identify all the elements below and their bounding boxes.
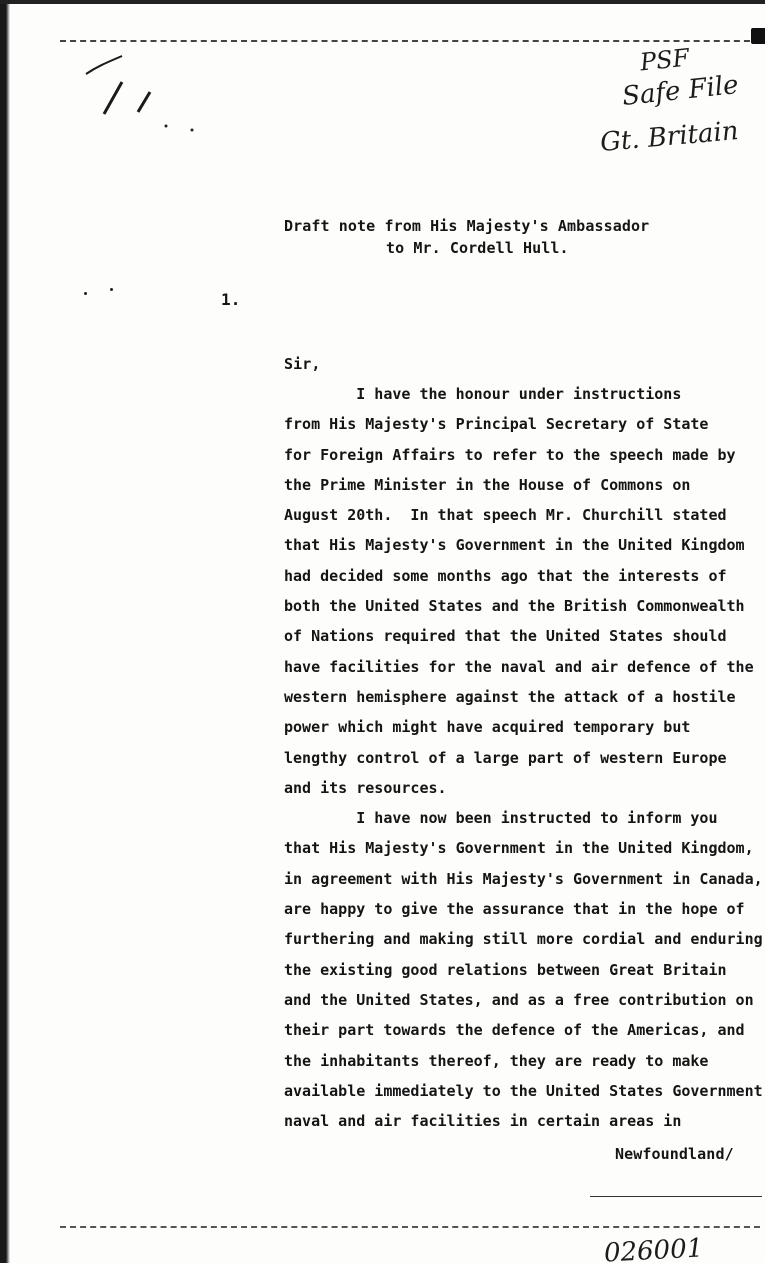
body-line: and the United States, and as a free contribution on: [284, 990, 754, 1009]
handwritten-slash-marks: [78, 52, 198, 142]
body-line: are happy to give the assurance that in the hope of: [284, 900, 745, 919]
body-line: naval and air facilities in certain areas in: [284, 1112, 682, 1131]
body-line: I have the honour under instructions: [284, 385, 682, 403]
body-line: the existing good relations between Great Britain: [284, 960, 727, 979]
handwritten-safe-file: Safe File: [620, 69, 740, 113]
page-number: 1.: [221, 290, 241, 309]
body-line: that His Majesty's Government in the United Kingdom: [284, 536, 745, 555]
body-line: their part towards the defence of the Americas, and: [284, 1021, 745, 1040]
scan-speck: [84, 292, 87, 295]
body-line: August 20th. In that speech Mr. Churchill stated: [284, 506, 727, 525]
body-line: the inhabitants thereof, they are ready to make: [284, 1051, 709, 1070]
body-line: had decided some months ago that the interests of: [284, 566, 727, 585]
scan-edge-top: [0, 0, 765, 4]
body-line: in agreement with His Majesty's Government in Canada,: [284, 869, 763, 888]
scan-speck: [110, 288, 113, 291]
body-line: power which might have acquired temporary but: [284, 718, 691, 737]
body-line: western hemisphere against the attack of a hostile: [284, 687, 736, 706]
bottom-rule-right: [590, 1196, 762, 1197]
salutation: Sir,: [284, 355, 321, 373]
body-line: the Prime Minister in the House of Commons on: [284, 475, 691, 494]
letter-body: [284, 384, 764, 1141]
header-line-2: to Mr. Cordell Hull.: [386, 239, 569, 257]
body-line: both the United States and the British Commonwealth: [284, 597, 745, 616]
body-line: of Nations required that the United States should: [284, 627, 727, 646]
handwritten-psf: PSF: [638, 43, 691, 77]
body-line: lengthy control of a large part of western Europe: [284, 748, 727, 767]
handwritten-gt-britain: Gt. Britain: [598, 116, 740, 158]
bottom-rule: [60, 1226, 760, 1228]
body-line: that His Majesty's Government in the United Kingdom,: [284, 839, 754, 858]
corner-mark: [751, 28, 765, 44]
handwritten-document-number: 026001: [603, 1233, 704, 1269]
body-line: for Foreign Affairs to refer to the speech made by: [284, 445, 736, 464]
body-line: and its resources.: [284, 778, 447, 797]
body-line: available immediately to the United States Government: [284, 1081, 763, 1100]
body-line: I have now been instructed to inform you: [284, 809, 718, 828]
body-line: have facilities for the naval and air defence of the: [284, 657, 754, 676]
header-line-1: Draft note from His Majesty's Ambassador: [284, 217, 650, 235]
body-line: from His Majesty's Principal Secretary of State: [284, 415, 709, 434]
catchword: Newfoundland/: [615, 1145, 734, 1163]
body-line: furthering and making still more cordial and enduring: [284, 930, 763, 949]
scan-edge-left: [0, 0, 10, 1263]
top-rule: [60, 40, 760, 42]
